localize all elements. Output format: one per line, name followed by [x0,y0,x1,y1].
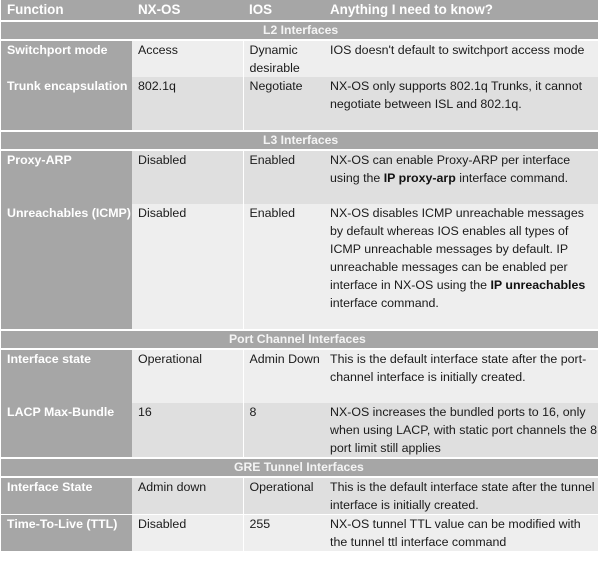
nxos-cell: Admin down [132,477,243,515]
ios-cell: Enabled [243,150,324,204]
function-cell: Time-To-Live (TTL) [1,515,132,552]
function-cell: Switchport mode [1,40,132,77]
command-text: IP unreachables [490,278,586,292]
ios-cell: Admin Down [243,349,324,403]
section-title: GRE Tunnel Interfaces [1,458,598,477]
table-row [1,40,598,77]
nxos-cell: Operational [132,349,243,403]
notes-text: interface command. [330,296,439,310]
nxos-cell: Disabled [132,515,243,552]
notes-cell: This is the default interface state after the tunnel interface is initially created. [324,477,598,515]
nxos-cell: 16 [132,403,243,458]
section-row-l3-interfaces [1,131,598,150]
section-row-l2-interfaces [1,21,598,40]
section-row-port-channel-interfaces [1,330,598,349]
ios-cell: Dynamic desirable [243,40,324,77]
table-row [1,477,598,515]
header-function: Function [1,0,132,21]
table-row [1,515,598,552]
nxos-cell: 802.1q [132,77,243,131]
notes-cell: IOS doesn't default to switchport access mode [324,40,598,77]
section-title: Port Channel Interfaces [1,330,598,349]
function-cell: Trunk encapsulation [1,77,132,131]
nxos-vs-ios-comparison-table [1,0,598,551]
notes-cell: This is the default interface state after the port-channel interface is initially created. [324,349,598,403]
table-row [1,204,598,330]
function-cell: Interface State [1,477,132,515]
nxos-cell: Access [132,40,243,77]
notes-text: interface command. [455,171,569,185]
section-title: L3 Interfaces [1,131,598,150]
header-ios: IOS [243,0,324,21]
ios-cell: Enabled [243,204,324,330]
function-cell: LACP Max-Bundle [1,403,132,458]
table-row [1,349,598,403]
header-notes: Anything I need to know? [324,0,598,21]
nxos-cell: Disabled [132,204,243,330]
function-cell: Interface state [1,349,132,403]
ios-cell: 8 [243,403,324,458]
table-header-row [1,0,598,21]
notes-text: NX-OS disables ICMP unreachable messages by default whereas IOS enables all types of ICMP unreachable messages by default. IP unreachable messages can be enabled per interface in NX-OS using the [330,206,584,292]
ios-cell: Operational [243,477,324,515]
notes-cell [324,204,598,330]
notes-cell: NX-OS increases the bundled ports to 16, only when using LACP, with static port channels the 8 port limit still applies [324,403,598,458]
function-cell: Proxy-ARP [1,150,132,204]
ios-cell: Negotiate [243,77,324,131]
notes-cell: NX-OS tunnel TTL value can be modified with the tunnel ttl interface command [324,515,598,552]
header-nxos: NX-OS [132,0,243,21]
section-title: L2 Interfaces [1,21,598,40]
table-row [1,77,598,131]
function-cell: Unreachables (ICMP) [1,204,132,330]
ios-cell: 255 [243,515,324,552]
section-row-gre-tunnel-interfaces [1,458,598,477]
nxos-cell: Disabled [132,150,243,204]
notes-cell: NX-OS only supports 802.1q Trunks, it cannot negotiate between ISL and 802.1q. [324,77,598,131]
notes-cell [324,150,598,204]
table-row [1,150,598,204]
table-row [1,403,598,458]
command-text: IP proxy-arp [383,171,456,185]
notes-text: NX-OS can enable Proxy-ARP per interface using the [330,153,571,185]
